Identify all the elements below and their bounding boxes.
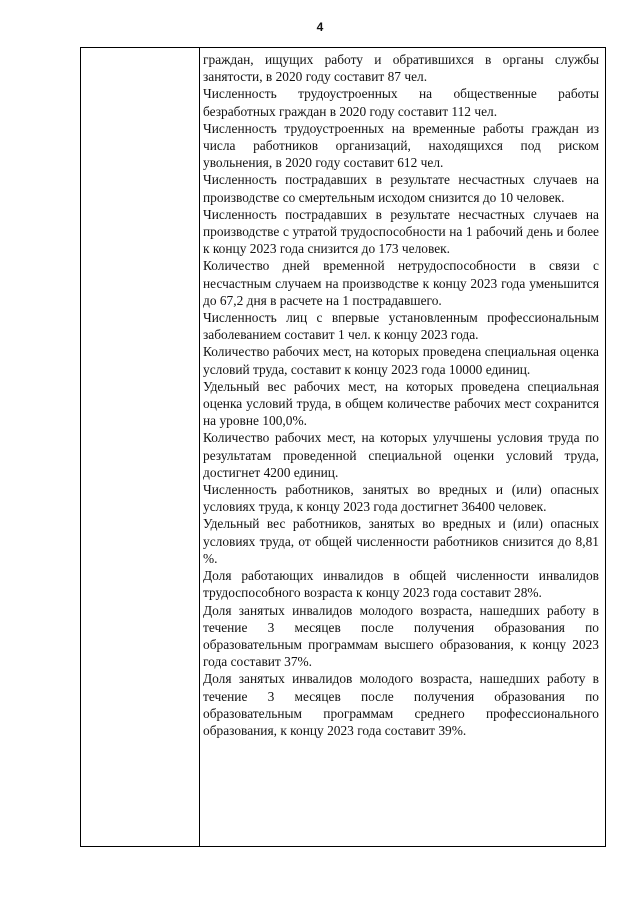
paragraph-injury-accidents: Численность пострадавших в результате несчастных случаев на производстве с утратой трудоспособности на 1 рабочий день и более к концу 2023 года снизится до 173 человек. bbox=[203, 206, 599, 257]
paragraph-public-works: Численность трудоустроенных на общественные работы безработных граждан в 2020 году составит 112 чел. bbox=[203, 86, 599, 119]
table-left-cell bbox=[81, 48, 199, 846]
paragraph-jobseekers: граждан, ищущих работу и обратившихся в органы службы занятости, в 2020 году составит 87 чел. bbox=[203, 52, 599, 85]
paragraph-fatal-accidents: Численность пострадавших в результате несчастных случаев на производстве со смертельным исходом снизится до 10 человек. bbox=[203, 172, 599, 205]
column-divider bbox=[199, 48, 200, 846]
page-number: 4 bbox=[316, 20, 324, 34]
paragraph-disabled-higher-ed: Доля занятых инвалидов молодого возраста, нашедших работу в течение 3 месяцев после получения образования по образовательным программам высшего образования, к концу 2023 года составит 37%. bbox=[203, 602, 599, 670]
paragraph-hazardous-workers: Численность работников, занятых во вредных и (или) опасных условиях труда, к концу 2023 года достигнет 36400 человек. bbox=[203, 482, 599, 515]
paragraph-temporary-works: Численность трудоустроенных на временные работы граждан из числа работников организаций, находящихся под риском увольнения, в 2020 году составит 612 чел. bbox=[203, 120, 599, 171]
paragraph-assessed-workplaces: Количество рабочих мест, на которых проведена специальная оценка условий труда, составит к концу 2023 года 10000 единиц. bbox=[203, 344, 599, 377]
paragraph-assessed-share: Удельный вес рабочих мест, на которых проведена специальная оценка условий труда, в общем количестве рабочих мест сохранится на уровне 100,0%. bbox=[203, 378, 599, 429]
paragraph-occupational-disease: Численность лиц с впервые установленным профессиональным заболеванием составит 1 чел. к концу 2023 года. bbox=[203, 310, 599, 343]
paragraph-disabled-vocational-ed: Доля занятых инвалидов молодого возраста, нашедших работу в течение 3 месяцев после получения образования по образовательным программам среднего профессионального образования, к концу 2023 года составит 39%. bbox=[203, 671, 599, 738]
table-right-cell bbox=[203, 51, 599, 739]
document-table bbox=[80, 47, 606, 847]
paragraph-improved-workplaces: Количество рабочих мест, на которых улучшены условия труда по результатам проведенной специальной оценки условий труда, достигнет 4200 единиц. bbox=[203, 430, 599, 480]
paragraph-working-disabled: Доля работающих инвалидов в общей численности инвалидов трудоспособного возраста к концу 2023 года составит 28%. bbox=[203, 568, 599, 601]
paragraph-disability-days: Количество дней временной нетрудоспособности в связи с несчастным случаем на производстве к концу 2023 года уменьшится до 67,2 дня в расчете на 1 пострадавшего. bbox=[203, 258, 599, 308]
paragraph-hazardous-share: Удельный вес работников, занятых во вредных и (или) опасных условиях труда, от общей численности работников снизится до 8,81 %. bbox=[203, 516, 599, 566]
